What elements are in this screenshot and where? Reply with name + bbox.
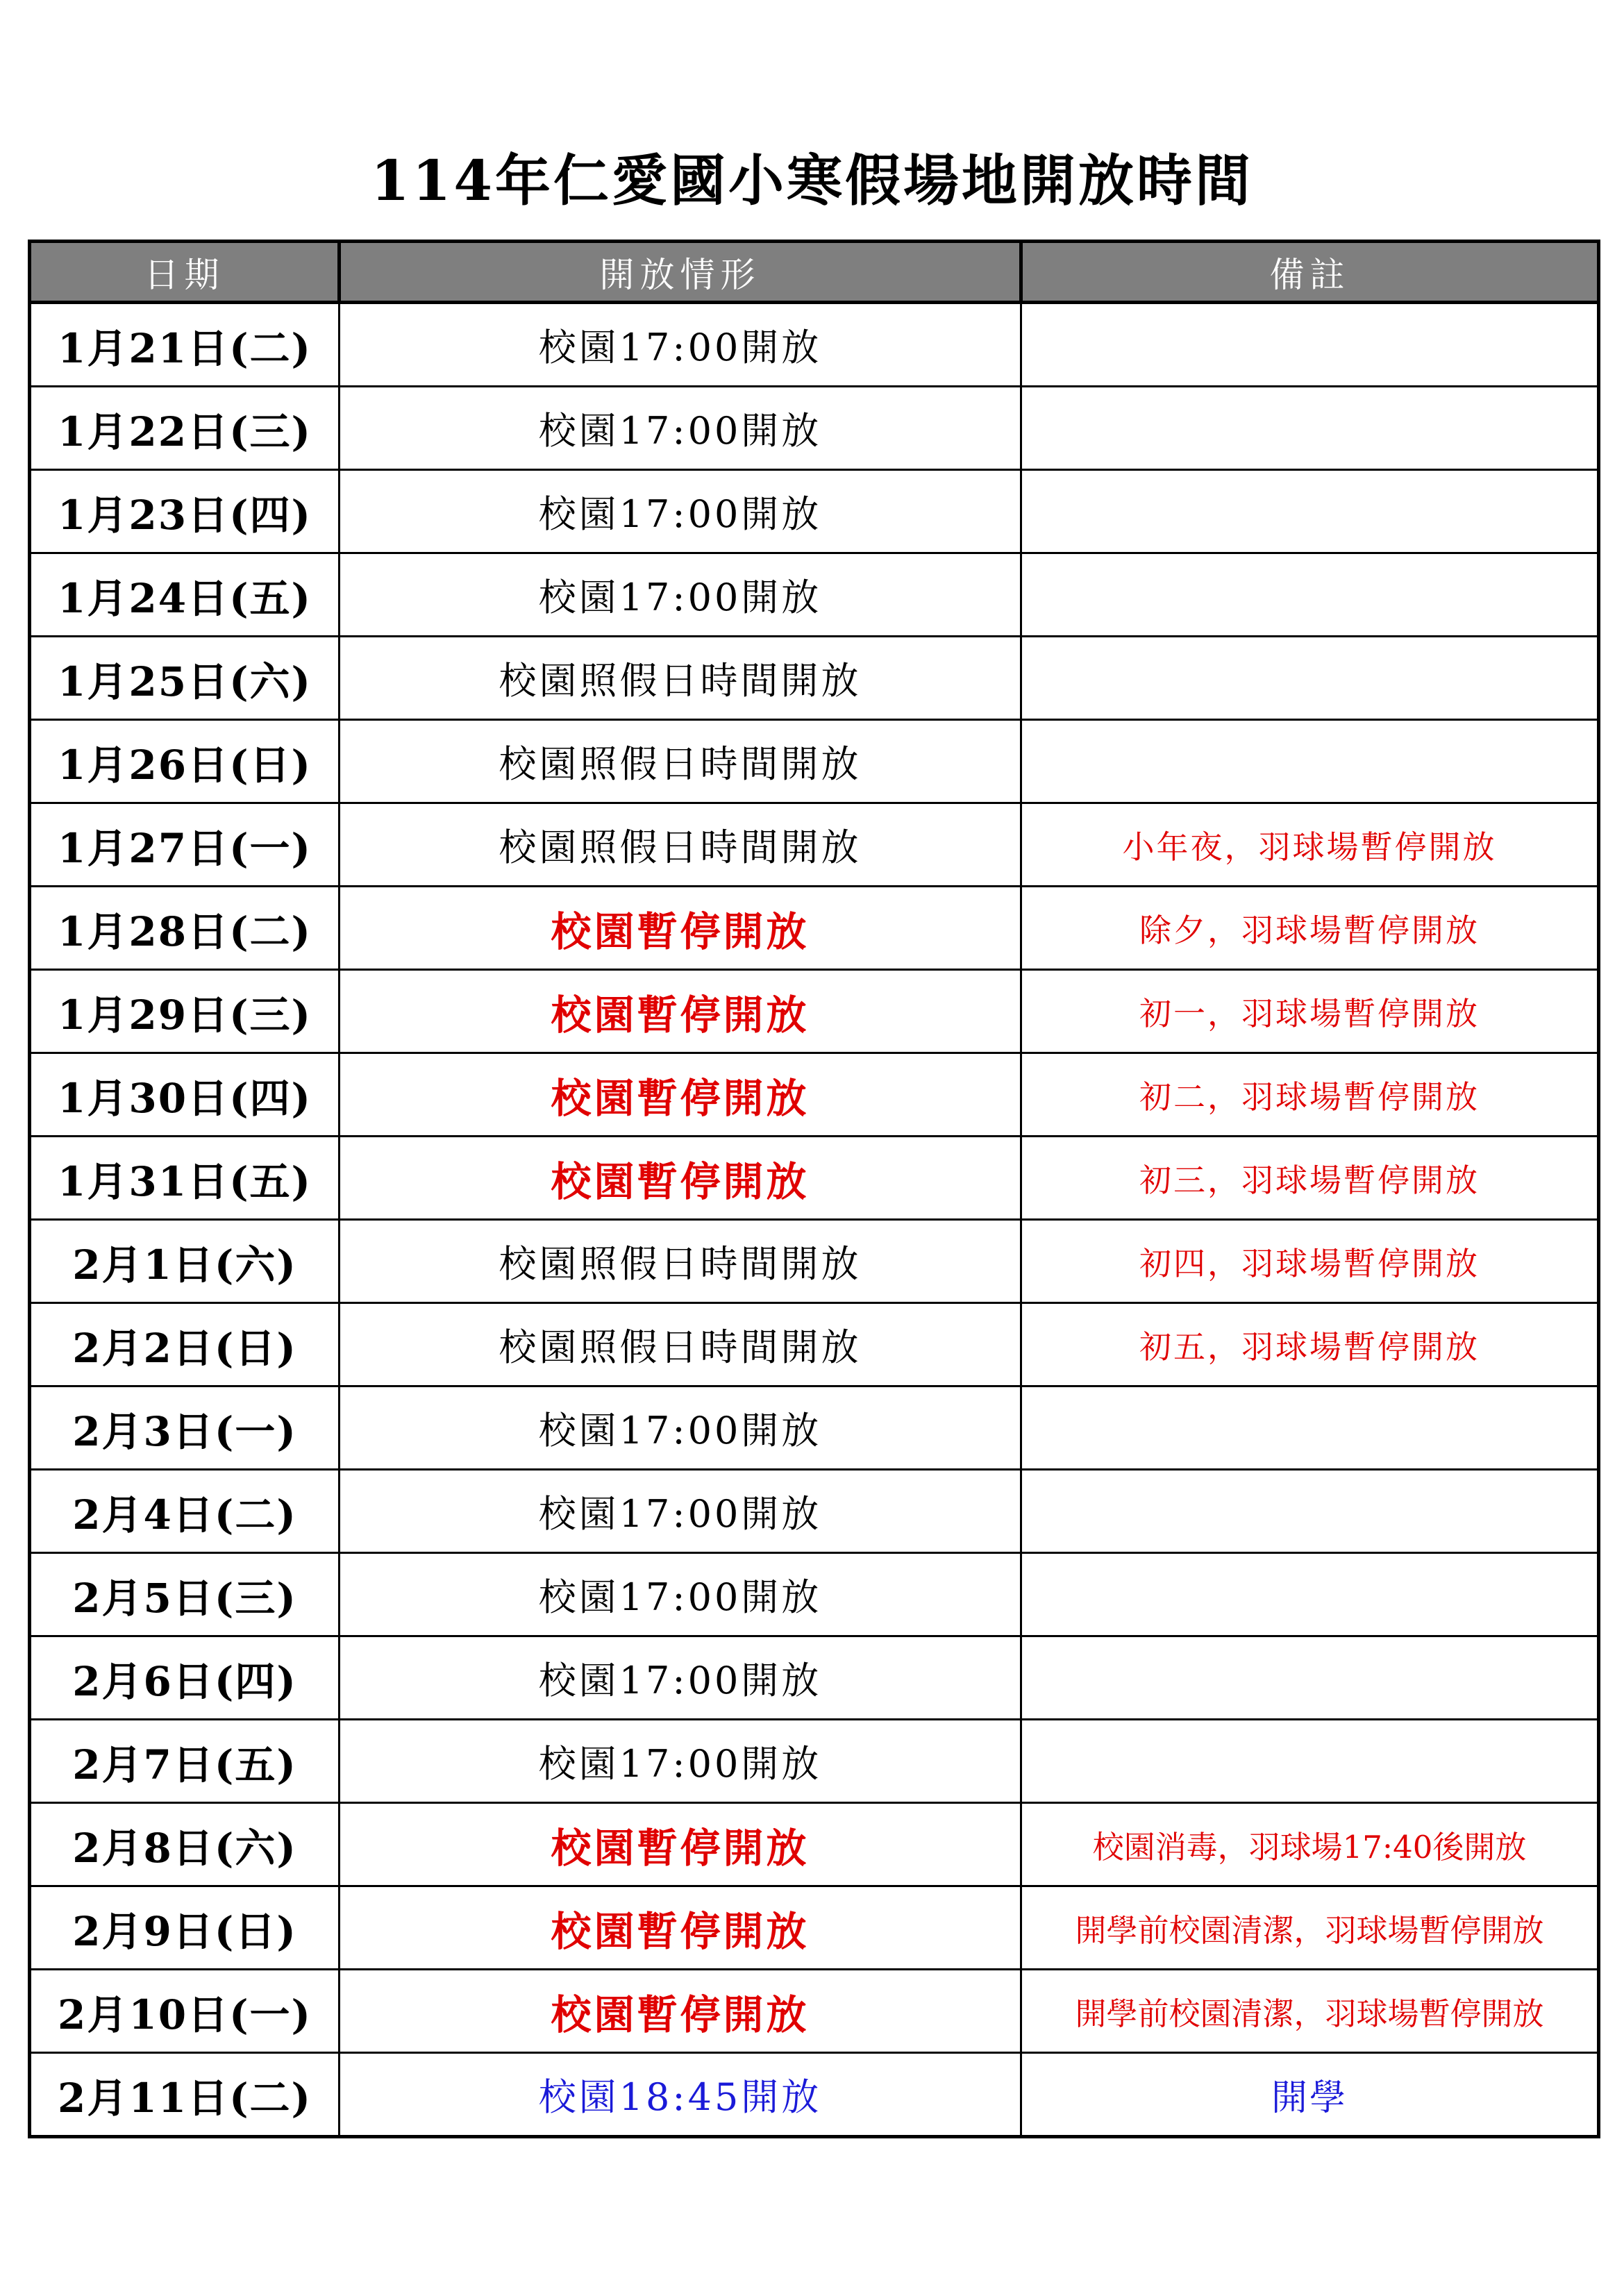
schedule-table <box>28 240 1600 2138</box>
note-cell <box>1021 1636 1599 1720</box>
note-cell <box>1021 387 1599 470</box>
status-cell: 校園照假日時間開放 <box>340 803 1021 887</box>
status-cell: 校園暫停開放 <box>340 1053 1021 1137</box>
table-row <box>30 1470 1599 1553</box>
note-cell <box>1021 1720 1599 1803</box>
note-cell <box>1021 637 1599 720</box>
status-cell: 校園17:00開放 <box>340 387 1021 470</box>
date-cell: 1月30日(四) <box>30 1053 340 1137</box>
table-row <box>30 387 1599 470</box>
status-cell: 校園暫停開放 <box>340 1137 1021 1220</box>
status-cell: 校園17:00開放 <box>340 303 1021 387</box>
status-cell: 校園照假日時間開放 <box>340 1220 1021 1303</box>
date-cell: 2月10日(一) <box>30 1970 340 2053</box>
note-cell <box>1021 1386 1599 1470</box>
status-cell: 校園17:00開放 <box>340 1553 1021 1636</box>
table-row <box>30 1553 1599 1636</box>
note-cell: 開學前校園清潔，羽球場暫停開放 <box>1021 1970 1599 2053</box>
date-cell: 1月27日(一) <box>30 803 340 887</box>
status-cell: 校園暫停開放 <box>340 1970 1021 2053</box>
status-cell: 校園17:00開放 <box>340 1720 1021 1803</box>
date-cell: 2月11日(二) <box>30 2053 340 2137</box>
status-cell: 校園照假日時間開放 <box>340 1303 1021 1386</box>
date-cell: 2月3日(一) <box>30 1386 340 1470</box>
note-cell: 小年夜，羽球場暫停開放 <box>1021 803 1599 887</box>
header-status: 開放情形 <box>340 242 1021 303</box>
status-cell: 校園17:00開放 <box>340 1386 1021 1470</box>
status-cell: 校園照假日時間開放 <box>340 720 1021 803</box>
note-cell <box>1021 1470 1599 1553</box>
date-cell: 2月5日(三) <box>30 1553 340 1636</box>
note-cell <box>1021 470 1599 553</box>
note-cell: 初三，羽球場暫停開放 <box>1021 1137 1599 1220</box>
date-cell: 1月26日(日) <box>30 720 340 803</box>
status-cell: 校園17:00開放 <box>340 553 1021 637</box>
date-cell: 2月4日(二) <box>30 1470 340 1553</box>
date-cell: 1月29日(三) <box>30 970 340 1053</box>
table-row <box>30 1970 1599 2053</box>
date-cell: 2月8日(六) <box>30 1803 340 1886</box>
note-cell: 除夕，羽球場暫停開放 <box>1021 887 1599 970</box>
table-row <box>30 1220 1599 1303</box>
date-cell: 1月25日(六) <box>30 637 340 720</box>
table-row <box>30 1886 1599 1970</box>
status-cell: 校園17:00開放 <box>340 1636 1021 1720</box>
table-row <box>30 1303 1599 1386</box>
header-note: 備註 <box>1021 242 1599 303</box>
page-title: 114年仁愛國小寒假場地開放時間 <box>371 148 1253 213</box>
status-cell: 校園暫停開放 <box>340 1886 1021 1970</box>
date-cell: 2月9日(日) <box>30 1886 340 1970</box>
table-row <box>30 1137 1599 1220</box>
note-cell: 初一，羽球場暫停開放 <box>1021 970 1599 1053</box>
status-cell: 校園暫停開放 <box>340 970 1021 1053</box>
status-cell: 校園暫停開放 <box>340 1803 1021 1886</box>
note-cell <box>1021 553 1599 637</box>
note-cell <box>1021 720 1599 803</box>
status-cell: 校園17:00開放 <box>340 1470 1021 1553</box>
table-row <box>30 2053 1599 2137</box>
note-cell: 初四，羽球場暫停開放 <box>1021 1220 1599 1303</box>
note-cell <box>1021 1553 1599 1636</box>
note-cell: 校園消毒，羽球場17:40後開放 <box>1021 1803 1599 1886</box>
date-cell: 1月22日(三) <box>30 387 340 470</box>
date-cell: 2月1日(六) <box>30 1220 340 1303</box>
table-row <box>30 720 1599 803</box>
date-cell: 2月6日(四) <box>30 1636 340 1720</box>
table-row <box>30 303 1599 387</box>
table-row <box>30 553 1599 637</box>
table-row <box>30 637 1599 720</box>
date-cell: 1月28日(二) <box>30 887 340 970</box>
note-cell: 初二，羽球場暫停開放 <box>1021 1053 1599 1137</box>
table-row <box>30 1803 1599 1886</box>
table-row <box>30 970 1599 1053</box>
table-row <box>30 470 1599 553</box>
table-row <box>30 1720 1599 1803</box>
table-header-row <box>30 242 1599 303</box>
note-cell: 初五，羽球場暫停開放 <box>1021 1303 1599 1386</box>
table-row <box>30 1636 1599 1720</box>
date-cell: 1月24日(五) <box>30 553 340 637</box>
table-row <box>30 887 1599 970</box>
table-row <box>30 803 1599 887</box>
header-date: 日期 <box>30 242 340 303</box>
status-cell: 校園18:45開放 <box>340 2053 1021 2137</box>
note-cell: 開學 <box>1021 2053 1599 2137</box>
table-row <box>30 1053 1599 1137</box>
note-cell: 開學前校園清潔，羽球場暫停開放 <box>1021 1886 1599 1970</box>
note-cell <box>1021 303 1599 387</box>
table-row <box>30 1386 1599 1470</box>
status-cell: 校園照假日時間開放 <box>340 637 1021 720</box>
date-cell: 2月2日(日) <box>30 1303 340 1386</box>
date-cell: 1月31日(五) <box>30 1137 340 1220</box>
date-cell: 2月7日(五) <box>30 1720 340 1803</box>
date-cell: 1月23日(四) <box>30 470 340 553</box>
status-cell: 校園17:00開放 <box>340 470 1021 553</box>
date-cell: 1月21日(二) <box>30 303 340 387</box>
status-cell: 校園暫停開放 <box>340 887 1021 970</box>
